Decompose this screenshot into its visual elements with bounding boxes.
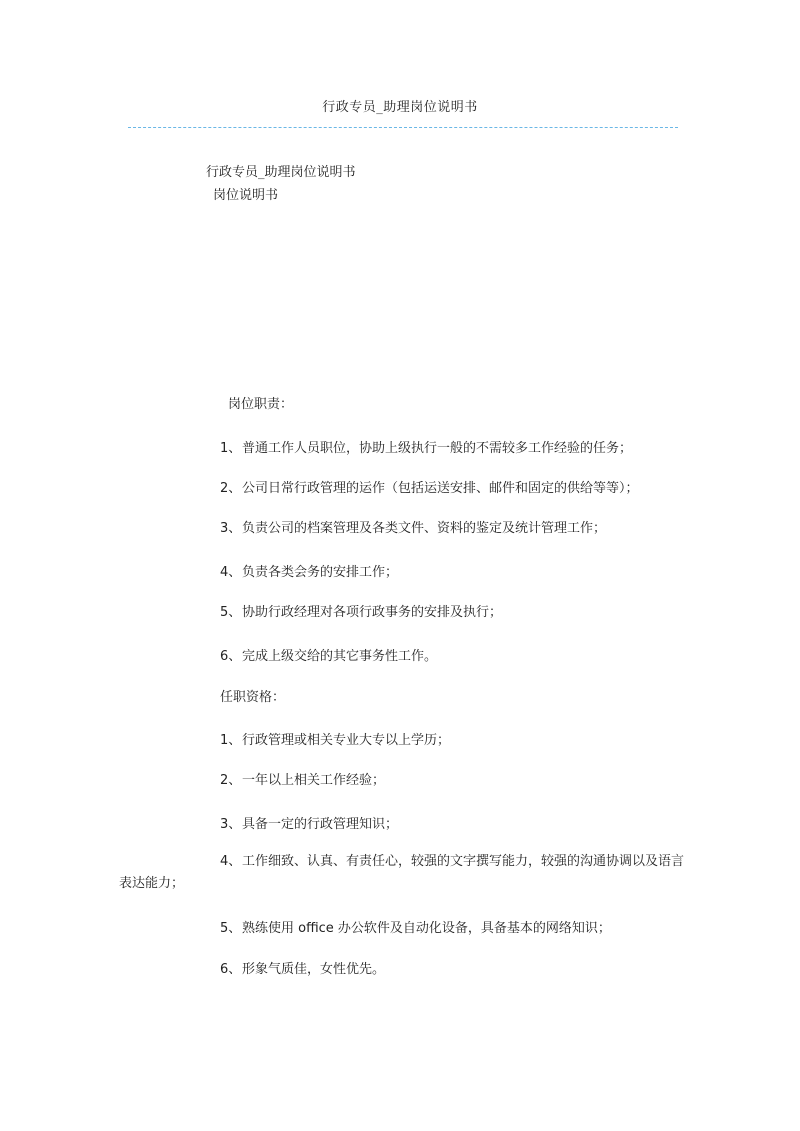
duty-item-text: 负责公司的档案管理及各类文件、资料的鉴定及统计管理工作； (242, 521, 607, 536)
duty-item (220, 645, 437, 664)
duty-item-number: 1、 (220, 441, 242, 456)
document-subtitle: 岗位说明书 (213, 188, 279, 203)
qualification-item-text: 一年以上相关工作经验； (242, 773, 386, 788)
duty-item-text: 负责各类会务的安排工作； (242, 565, 399, 580)
qualification-item-text: 工作细致、认真、有责任心，较强的文字撰写能力，较强的沟通协调以及语言表达能力； (119, 854, 685, 891)
qualification-item-text: 行政管理或相关专业大专以上学历； (242, 733, 451, 748)
qualification-item (220, 729, 450, 748)
duty-item (220, 517, 606, 536)
qualification-item-text: 具备一定的行政管理知识； (242, 817, 399, 832)
qualification-item-number: 5、 (220, 921, 242, 936)
qualification-item-number: 3、 (220, 817, 242, 832)
duty-item-text: 普通工作人员职位，协助上级执行一般的不需较多工作经验的任务； (242, 441, 633, 456)
qualification-item-text: 熟练使用 office 办公软件及自动化设备，具备基本的网络知识； (242, 921, 611, 936)
duty-item-text: 公司日常行政管理的运作（包括运送安排、邮件和固定的供给等等）； (242, 481, 639, 496)
duty-item-number: 6、 (220, 649, 242, 664)
qualifications-heading: 任职资格： (220, 690, 286, 705)
duty-item-text: 协助行政经理对各项行政事务的安排及执行； (242, 605, 503, 620)
duty-item-number: 4、 (220, 565, 242, 580)
duties-heading: 岗位职责： (228, 397, 294, 412)
document-title: 行政专员_助理岗位说明书 (206, 165, 356, 180)
duty-item (220, 477, 639, 496)
qualification-item-text: 形象气质佳，女性优先。 (242, 962, 386, 977)
duty-item (220, 437, 632, 456)
duty-item-number: 5、 (220, 605, 242, 620)
qualification-item-number: 1、 (220, 733, 242, 748)
qualification-item-number: 2、 (220, 773, 242, 788)
page-header-title: 行政专员_助理岗位说明书 (322, 100, 478, 115)
qualification-item (220, 917, 611, 936)
duty-item-number: 3、 (220, 521, 242, 536)
duty-item (220, 561, 398, 580)
duty-item (220, 601, 502, 620)
qualification-item (220, 769, 385, 788)
header-divider (128, 127, 678, 128)
qualification-item (220, 958, 385, 977)
qualification-item-number: 6、 (220, 962, 242, 977)
qualification-item (220, 813, 398, 832)
duty-item-number: 2、 (220, 481, 242, 496)
duty-item-text: 完成上级交给的其它事务性工作。 (242, 649, 438, 664)
qualification-item-number: 4、 (220, 854, 242, 869)
qualification-item (119, 851, 684, 895)
